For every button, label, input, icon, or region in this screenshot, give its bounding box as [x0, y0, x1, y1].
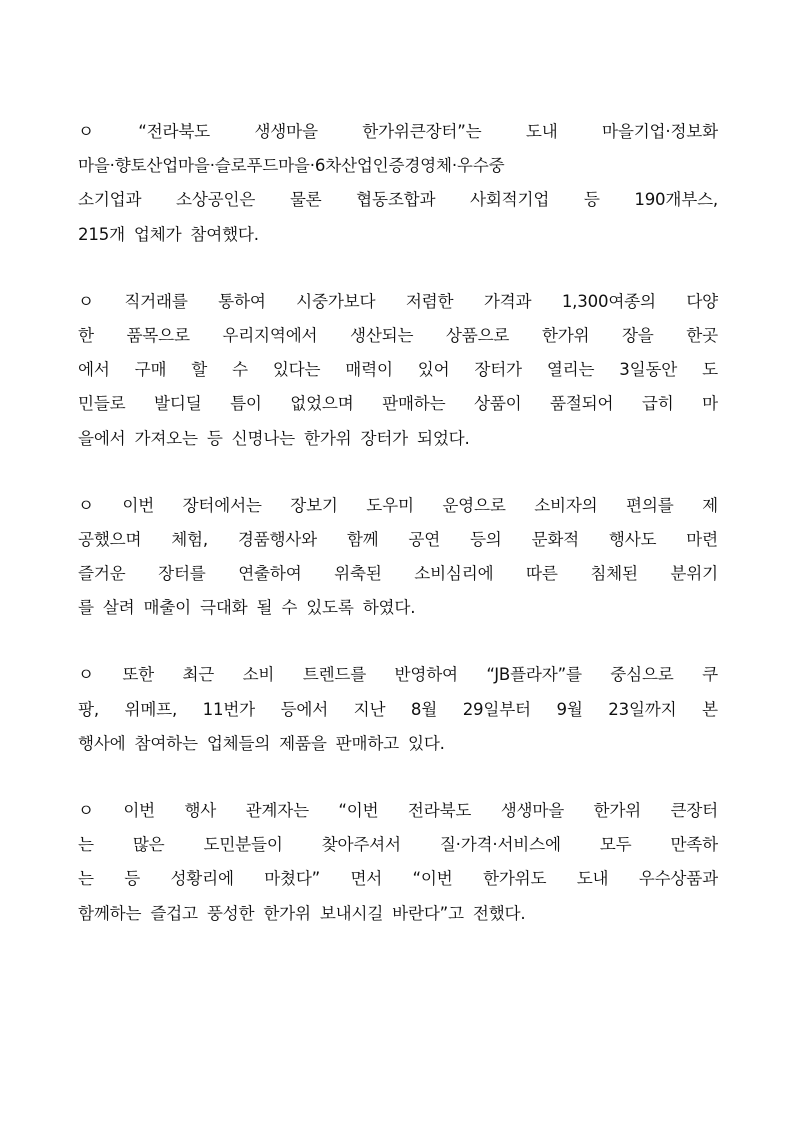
word: 215개	[78, 224, 125, 244]
word: 체험,	[171, 529, 208, 549]
word: 따른	[526, 564, 558, 584]
word: 연출하여	[238, 564, 302, 584]
word: 마을·향토산업마을·슬로푸드마을·6차산업인증경영체·우수중	[78, 156, 505, 176]
word: 보내시길	[319, 903, 384, 923]
word: 한가위도	[482, 869, 547, 889]
word: 한	[78, 325, 94, 345]
word: 열리는	[546, 360, 595, 380]
word: 등	[583, 190, 600, 210]
text-line	[78, 727, 718, 761]
word: 질·가격·서비스에	[439, 835, 561, 855]
word: 소비	[242, 665, 275, 685]
word: 판매하는	[382, 394, 446, 414]
word: ㅇ	[78, 122, 94, 141]
word: 행사에	[78, 733, 126, 753]
word: 장터를	[158, 564, 206, 584]
word: 한가위	[304, 428, 352, 448]
word: 상품으로	[445, 325, 510, 345]
word: 우수상품과	[638, 869, 718, 889]
word: 있어	[417, 360, 450, 380]
word: 장터에서는	[182, 495, 262, 515]
word: 공했으며	[78, 529, 142, 549]
word: 전라북도	[407, 801, 472, 820]
word: 찾아주셔서	[321, 835, 401, 855]
text-line	[78, 387, 718, 421]
word: 참여하는	[134, 733, 198, 753]
text-line	[78, 285, 718, 319]
word: 판매하고	[335, 733, 399, 753]
text-line	[78, 149, 718, 183]
word: 도내	[525, 122, 558, 141]
word: 직거래를	[124, 291, 188, 311]
word: 생생마을	[500, 801, 565, 820]
word: 면서	[350, 869, 383, 889]
word: ㅇ	[78, 801, 94, 820]
word: 물론	[289, 190, 322, 210]
word: 한곳	[686, 325, 718, 345]
word: 있도록	[306, 598, 354, 618]
word: 침체된	[590, 564, 638, 584]
word: 에서	[78, 360, 110, 380]
text-line	[78, 862, 718, 896]
paragraph	[78, 115, 718, 252]
word: 최근	[182, 665, 215, 685]
word: 운영으로	[442, 495, 506, 515]
word: 큰장터	[670, 801, 718, 820]
word: 행사	[184, 801, 217, 820]
word: 한가위	[593, 801, 642, 820]
word: 하였다.	[362, 598, 416, 618]
word: 가격과	[483, 291, 532, 311]
paragraph	[78, 489, 718, 626]
word: 한가위	[541, 325, 590, 345]
word: 도내	[576, 869, 609, 889]
word: 한가위큰장터”는	[362, 122, 482, 141]
word: 제품을	[279, 733, 327, 753]
word: 등의	[469, 529, 502, 549]
text-line	[78, 115, 718, 149]
word: 있다.	[407, 733, 445, 753]
word: 매출이	[143, 598, 192, 618]
text-line	[78, 353, 718, 387]
word: 함께	[346, 529, 379, 549]
word: 위메프,	[124, 699, 178, 719]
word: 1,300여종의	[561, 291, 656, 311]
paragraph	[78, 285, 718, 456]
word: 즐거운	[78, 564, 126, 584]
paragraph	[78, 658, 718, 761]
word: 다양	[686, 291, 718, 311]
text-line	[78, 794, 718, 828]
text-line	[78, 693, 718, 727]
word: 장터가	[360, 428, 408, 448]
word: 또한	[122, 665, 154, 685]
word: 저렴한	[405, 291, 454, 311]
word: 마련	[686, 529, 718, 549]
word: 협동조합과	[356, 190, 436, 210]
word: 가져오는	[134, 428, 198, 448]
word: 사회적기업	[470, 190, 550, 210]
word: 23일까지	[608, 699, 677, 719]
word: 시중가보다	[296, 291, 376, 311]
word: 장보기	[290, 495, 338, 515]
word: 생산되는	[349, 325, 414, 345]
word: 이번	[123, 801, 155, 820]
word: 극대화	[200, 598, 248, 618]
word: 참여했다.	[190, 224, 259, 244]
word: 190개부스,	[634, 190, 718, 210]
word: 틈이	[230, 394, 262, 414]
word: “이번	[338, 801, 379, 820]
word: 경품행사와	[237, 529, 317, 549]
word: 될	[256, 598, 273, 618]
text-line	[78, 218, 718, 252]
word: 즐겁고	[150, 903, 198, 923]
word: 행사도	[608, 529, 657, 549]
text-line	[78, 319, 718, 353]
word: 구매	[134, 360, 167, 380]
word: 장터가	[474, 360, 522, 380]
word: 수	[281, 598, 298, 618]
word: 위축된	[334, 564, 382, 584]
word: 쿠	[702, 665, 718, 685]
word: 많은	[132, 835, 165, 855]
word: 본	[702, 699, 718, 719]
text-line	[78, 658, 718, 692]
word: 할	[191, 360, 208, 380]
word: 매력이	[345, 360, 393, 380]
word: 급히	[641, 394, 674, 414]
word: 바란다”고	[392, 903, 464, 923]
word: 살려	[102, 598, 135, 618]
word: ㅇ	[78, 291, 94, 311]
word: 8월	[410, 699, 438, 719]
word: 생생마을	[254, 122, 318, 141]
word: 등	[124, 869, 141, 889]
text-line	[78, 422, 718, 456]
word: 업체가	[133, 224, 182, 244]
word: 9월	[556, 699, 583, 719]
word: 도민분들이	[203, 835, 283, 855]
word: 발디딜	[154, 394, 202, 414]
word: 마을기업·정보화	[602, 122, 718, 141]
word: 팡,	[78, 699, 99, 719]
word: 반영하여	[394, 665, 458, 685]
word: 없었으며	[290, 394, 354, 414]
word: ㅇ	[78, 665, 94, 685]
text-line	[78, 557, 718, 591]
word: 있다는	[272, 360, 321, 380]
word: 풍성한	[206, 903, 255, 923]
text-line	[78, 523, 718, 557]
word: 29일부터	[462, 699, 531, 719]
word: “전라북도	[138, 122, 211, 141]
word: 소상공인은	[176, 190, 256, 210]
word: 이번	[122, 495, 155, 515]
word: 통하여	[218, 291, 266, 311]
paragraph	[78, 794, 718, 931]
word: 제	[702, 495, 718, 515]
word: 마쳤다”	[264, 869, 321, 889]
text-line	[78, 828, 718, 862]
word: 지난	[353, 699, 386, 719]
word: 상품이	[473, 394, 522, 414]
word: 트렌드를	[302, 665, 367, 685]
word: 되었다.	[417, 428, 470, 448]
word: 편의를	[626, 495, 674, 515]
word: 품목으로	[126, 325, 190, 345]
word: 분위기	[670, 564, 718, 584]
word: 도우미	[366, 495, 414, 515]
word: 등	[206, 428, 223, 448]
document-page	[78, 115, 718, 964]
word: 전했다.	[472, 903, 526, 923]
word: 소비자의	[534, 495, 598, 515]
text-line	[78, 897, 718, 931]
word: 중심으로	[610, 665, 674, 685]
text-line	[78, 183, 718, 217]
word: 도	[702, 360, 718, 380]
word: 수	[232, 360, 248, 380]
word: 를	[78, 598, 94, 618]
text-line	[78, 591, 718, 625]
word: 우리지역에서	[222, 325, 318, 345]
word: “이번	[412, 869, 453, 889]
word: 마	[702, 394, 718, 414]
word: 는	[78, 869, 94, 889]
word: 장을	[621, 325, 654, 345]
word: 소비심리에	[414, 564, 494, 584]
word: 만족하	[670, 835, 718, 855]
word: “JB플라자”를	[486, 665, 582, 685]
word: 소기업과	[78, 190, 142, 210]
word: 신명나는	[231, 428, 295, 448]
word: 함께하는	[78, 903, 142, 923]
word: 한가위	[263, 903, 311, 923]
word: 11번가	[202, 699, 256, 719]
text-line	[78, 489, 718, 523]
word: 공연	[408, 529, 441, 549]
word: 문화적	[531, 529, 579, 549]
word: 등에서	[280, 699, 329, 719]
word: 모두	[599, 835, 632, 855]
word: 성황리에	[170, 869, 234, 889]
word: ㅇ	[78, 495, 94, 515]
word: 업체들의	[206, 733, 271, 753]
word: 관계자는	[245, 801, 309, 820]
word: 는	[78, 835, 94, 855]
word: 민들로	[78, 394, 126, 414]
word: 품절되어	[550, 394, 614, 414]
word: 3일동안	[619, 360, 678, 380]
word: 을에서	[78, 428, 126, 448]
